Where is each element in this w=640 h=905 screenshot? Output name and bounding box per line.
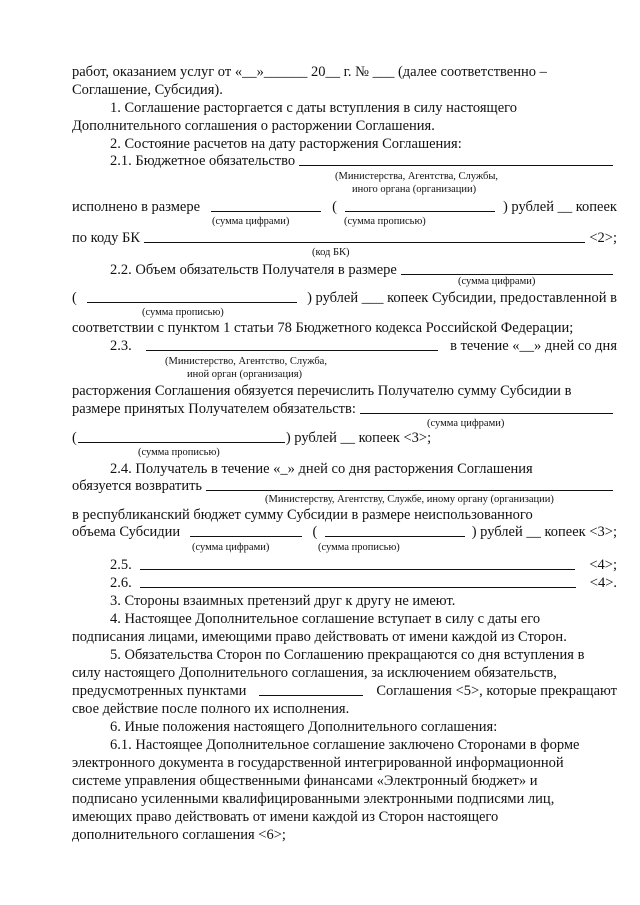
received-obligations-sum-words-blank [78, 430, 285, 443]
clause-2-4-line-2: обязуется возвратить [72, 478, 617, 496]
intro-line-1: работ, оказанием услуг от «__»______ 20__ г. № ___ (далее соответственно – [72, 64, 547, 80]
clause-2-1-line: 2.1. Бюджетное обязательство [110, 153, 617, 171]
clause-2-3-amount-line: ( ) рублей __ копеек <3>; [72, 430, 432, 446]
caption-ministry-2a: (Министерство, Агентство, Служба, [165, 356, 327, 367]
clause-2-heading: 2. Состояние расчетов на дату расторжения Соглашения: [110, 136, 462, 152]
caption-sum-words-4: (сумма прописью) [318, 542, 400, 553]
caption-kbk: (код БК) [312, 247, 350, 258]
clause-6-1-line-3: системе управления общественными финансами «Электронный бюджет» и [72, 773, 538, 789]
clause-2-6-blank [140, 575, 576, 588]
obligations-sum-words-blank [87, 290, 297, 303]
clause-6-1-line-1: 6.1. Настоящее Дополнительное соглашение заключено Сторонами в форме [110, 737, 580, 753]
clause-5-line-1: 5. Обязательства Сторон по Соглашению прекращаются со дня вступления в [110, 647, 585, 663]
clause-2-6-line: 2.6. <4>. [110, 575, 617, 591]
obligations-sum-digits-blank [401, 262, 613, 275]
caption-sum-digits-1: (сумма цифрами) [212, 216, 290, 227]
clause-2-1-kbk-line: по коду БК <2>; [72, 230, 617, 246]
clause-2-4-line-3: в республиканский бюджет сумму Субсидии в размере неиспользованного [72, 507, 533, 523]
sum-digits-blank-1 [211, 199, 321, 212]
clause-5-line-3: предусмотренных пунктами Соглашения <5>, которые прекращают [72, 683, 617, 699]
clause-2-4-amount-line: объема Субсидии ( ) рублей __ копеек <3>; [72, 524, 617, 540]
clause-2-4-line-1: 2.4. Получатель в течение «_» дней со дня расторжения Соглашения [110, 461, 533, 477]
caption-ministry-1b: иного органа (организации) [352, 184, 477, 195]
clause-4-line-1: 4. Настоящее Дополнительное соглашение вступает в силу с даты его [110, 611, 541, 627]
sum-words-blank-1 [345, 199, 495, 212]
caption-ministry-3: (Министерству, Агентству, Службе, иному органу (организации) [265, 494, 554, 505]
clause-5-items-blank [259, 683, 363, 696]
unused-subsidy-sum-words-blank [325, 524, 465, 537]
ministry-blank-3 [206, 478, 613, 491]
clause-2-2-legal-basis: соответствии с пунктом 1 статьи 78 Бюджетного кодекса Российской Федерации; [72, 320, 574, 336]
clause-1-line-1: 1. Соглашение расторгается с даты вступления в силу настоящего [110, 100, 517, 116]
caption-ministry-1a: (Министерства, Агентства, Службы, [335, 171, 499, 182]
ministry-blank-2 [146, 338, 438, 351]
clause-6-heading: 6. Иные положения настоящего Дополнительного соглашения: [110, 719, 498, 735]
caption-sum-words-2: (сумма прописью) [142, 307, 224, 318]
caption-sum-words-1: (сумма прописью) [344, 216, 426, 227]
clause-2-5-blank [140, 557, 576, 570]
clause-6-1-line-2: электронного документа в государственной интегрированной информационной [72, 755, 564, 771]
clause-6-1-line-4: подписано усиленными квалифицированными электронными подписями лиц, [72, 791, 555, 807]
intro-line-2: Соглашение, Субсидия). [72, 82, 223, 98]
unused-subsidy-sum-digits-blank [190, 524, 302, 537]
clause-6-1-line-5: имеющих право действовать от имени каждой из Сторон настоящего [72, 809, 499, 825]
received-obligations-sum-digits-blank [360, 401, 613, 414]
clause-2-2-amount-line: ( ) рублей ___ копеек Субсидии, предоставленной в [72, 290, 617, 306]
kbk-blank [144, 230, 585, 243]
caption-sum-digits-4: (сумма цифрами) [192, 542, 270, 553]
clause-2-5-line: 2.5. <4>; [110, 557, 617, 573]
clause-2-3-line-2: расторжения Соглашения обязуется перечислить Получателю сумму Субсидии в [72, 383, 572, 399]
clause-2-2-line: 2.2. Объем обязательств Получателя в размере [110, 262, 617, 280]
clause-4-line-2: подписания лицами, имеющими право действовать от имени каждой из Сторон. [72, 629, 567, 645]
caption-sum-digits-3: (сумма цифрами) [427, 418, 505, 429]
caption-sum-digits-2: (сумма цифрами) [458, 276, 536, 287]
clause-3: 3. Стороны взаимных претензий друг к другу не имеют. [110, 593, 456, 609]
clause-5-line-2: силу настоящего Дополнительного соглашения, за исключением обязательств, [72, 665, 557, 681]
caption-sum-words-3: (сумма прописью) [138, 447, 220, 458]
clause-5-line-4: свое действие после полного их исполнения. [72, 701, 350, 717]
clause-1-line-2: Дополнительного соглашения о расторжении Соглашения. [72, 118, 435, 134]
budget-obligation-blank [299, 153, 613, 166]
clause-2-1-amount-line: исполнено в размере ( ) рублей __ копеек [72, 199, 617, 215]
clause-6-1-line-6: дополнительного соглашения <6>; [72, 827, 286, 843]
clause-2-3-line: 2.3. в течение «__» дней со дня [110, 338, 617, 354]
caption-ministry-2b: иной орган (организация) [187, 369, 303, 380]
clause-2-3-line-3: размере принятых Получателем обязательств: [72, 401, 617, 419]
